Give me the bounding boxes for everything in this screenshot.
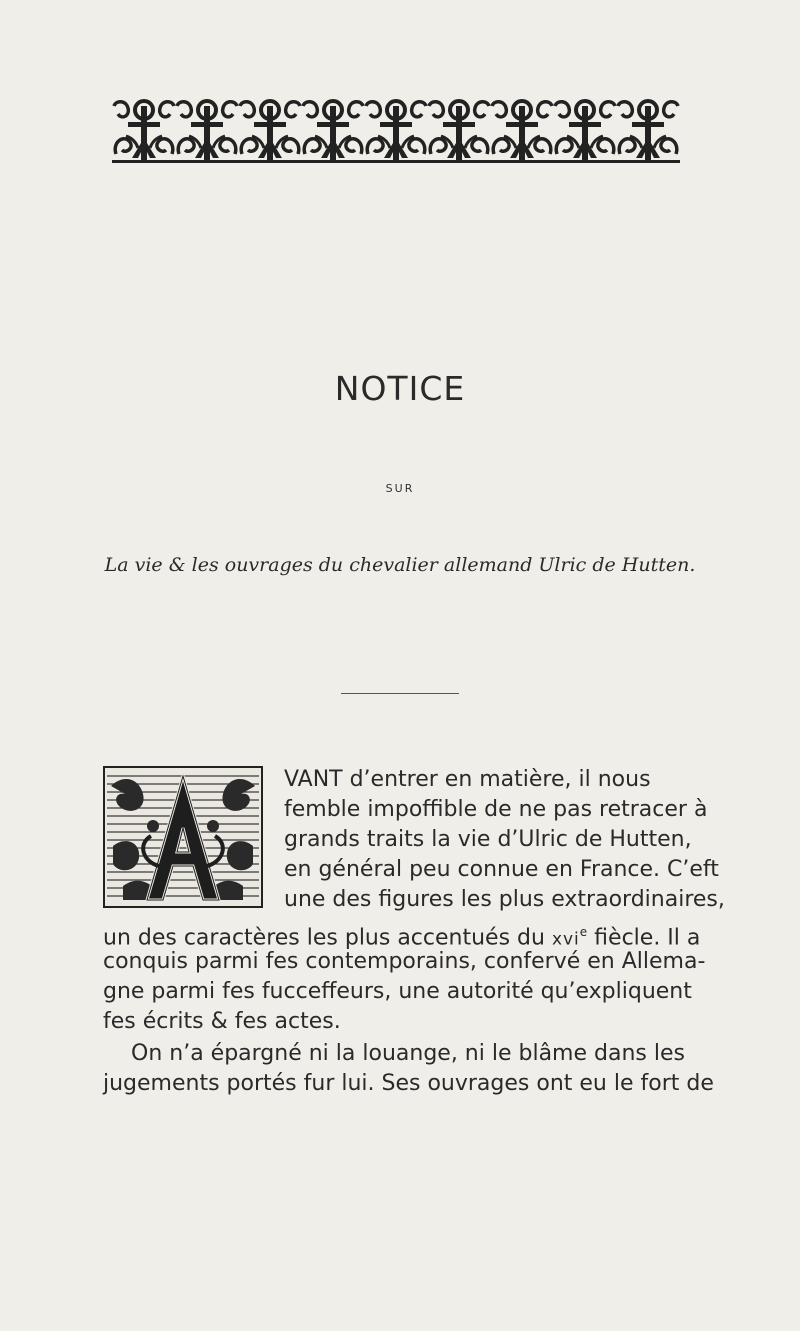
drop-cap-ornament	[103, 766, 263, 908]
text-line: une des figures les plus extraordinaires,	[284, 887, 725, 912]
title-connector: SUR	[385, 482, 415, 495]
text-line: jugements portés fur lui. Ses ouvrages ont eu le fort de	[103, 1071, 714, 1096]
text-line: grands traits la vie d’Ulric de Hutten,	[284, 827, 692, 852]
text-line: fes écrits & fes actes.	[103, 1009, 341, 1034]
ornamental-headband	[112, 98, 682, 164]
page-title: NOTICE	[334, 369, 466, 408]
section-divider	[341, 693, 459, 694]
text-line: en général peu connue en France. C’eft	[284, 857, 719, 882]
century-numeral: xvi	[551, 929, 580, 950]
text-line: On n’a épargné ni la louange, ni le blâme dans les	[131, 1041, 685, 1066]
subtitle: La vie & les ouvrages du chevalier allemand Ulric de Hutten.	[104, 554, 696, 576]
text-span: fiècle. Il a	[587, 925, 701, 951]
text-line: VANT d’entrer en matière, il nous	[284, 767, 651, 792]
text-line: femble impoffible de ne pas retracer à	[284, 797, 708, 822]
century-superscript: e	[579, 925, 588, 939]
text-line: gne parmi fes fucceffeurs, une autorité qu’expliquent	[103, 979, 692, 1004]
text-span: un des caractères les plus accentués du	[103, 925, 552, 951]
text-line: conquis parmi fes contemporains, confervé en Allema-	[103, 949, 706, 974]
